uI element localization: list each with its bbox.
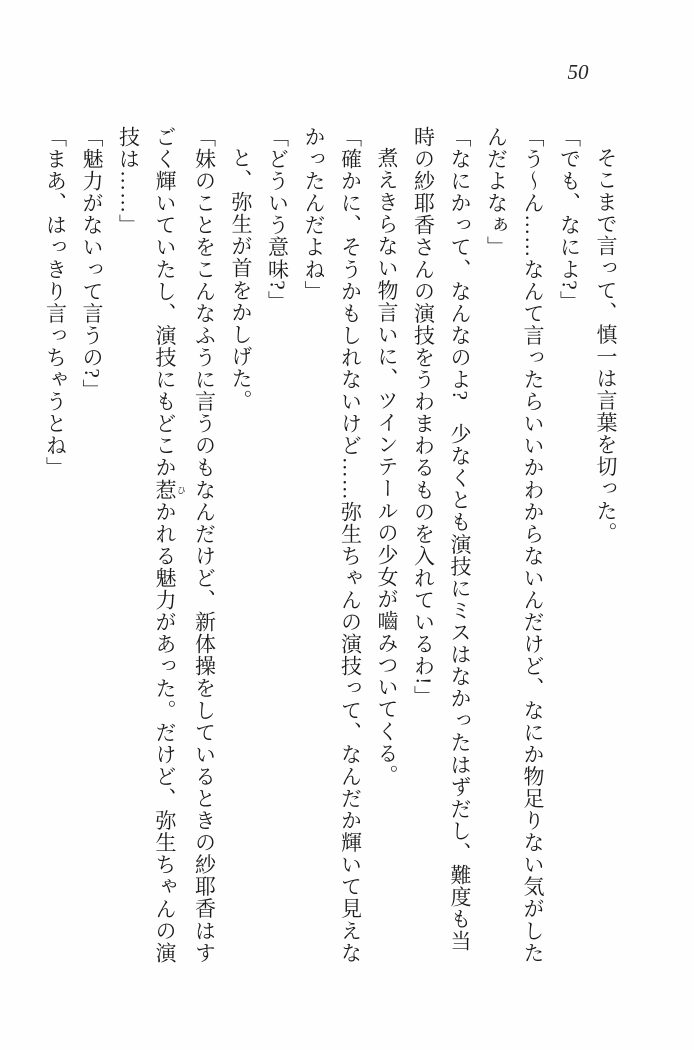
text-line: そこまで言って、慎一は言葉を切った。 [594, 147, 618, 544]
page-number: 50 [567, 60, 589, 84]
text-line: ごく輝いていたし、演技にもどこか惹 ひかれる魅力があった。だけど、弥生ちゃんの演 [153, 126, 186, 964]
text-line: と、弥生が首をかしげた。 [229, 147, 253, 412]
text-line: 時の紗耶香さんの演技をうわまわるものを入れているわ!」 [411, 126, 436, 708]
text-line: んだよなぁ」 [484, 126, 509, 259]
text-line: 「う〜ん……なんて言ったらいいかわからないんだけど、なにか物足りない気がした [521, 126, 545, 964]
text-line: 「まあ、はっきり言っちゃうとね」 [43, 126, 68, 479]
text-block [37, 126, 624, 964]
text-line: 「確かに、そうかもしれないけど……弥生ちゃんの演技って、なんだか輝いて見えな [338, 126, 363, 964]
text-line: 技は……」 [116, 126, 141, 237]
text-line: 「魅力がないって言うの?」 [80, 126, 104, 401]
text-line: 「どういう意味?」 [265, 126, 290, 313]
ruby-annotated-char: 惹 ひ [153, 478, 186, 501]
text-line: 「妹のことをこんなふうに言うのもなんだけど、新体操をしているときの紗耶香はす [192, 126, 217, 964]
text-line: かったんだよね」 [302, 126, 326, 303]
text-line: 「でも、なによ?」 [557, 126, 582, 313]
text-line: 煮えきらない物言いに、ツインテールの少女が嚙みついてくる。 [375, 147, 399, 787]
text-line: 「なにかって、なんなのよ? 少なくとも演技にミスはなかったはずだし、難度も当 [448, 126, 472, 953]
